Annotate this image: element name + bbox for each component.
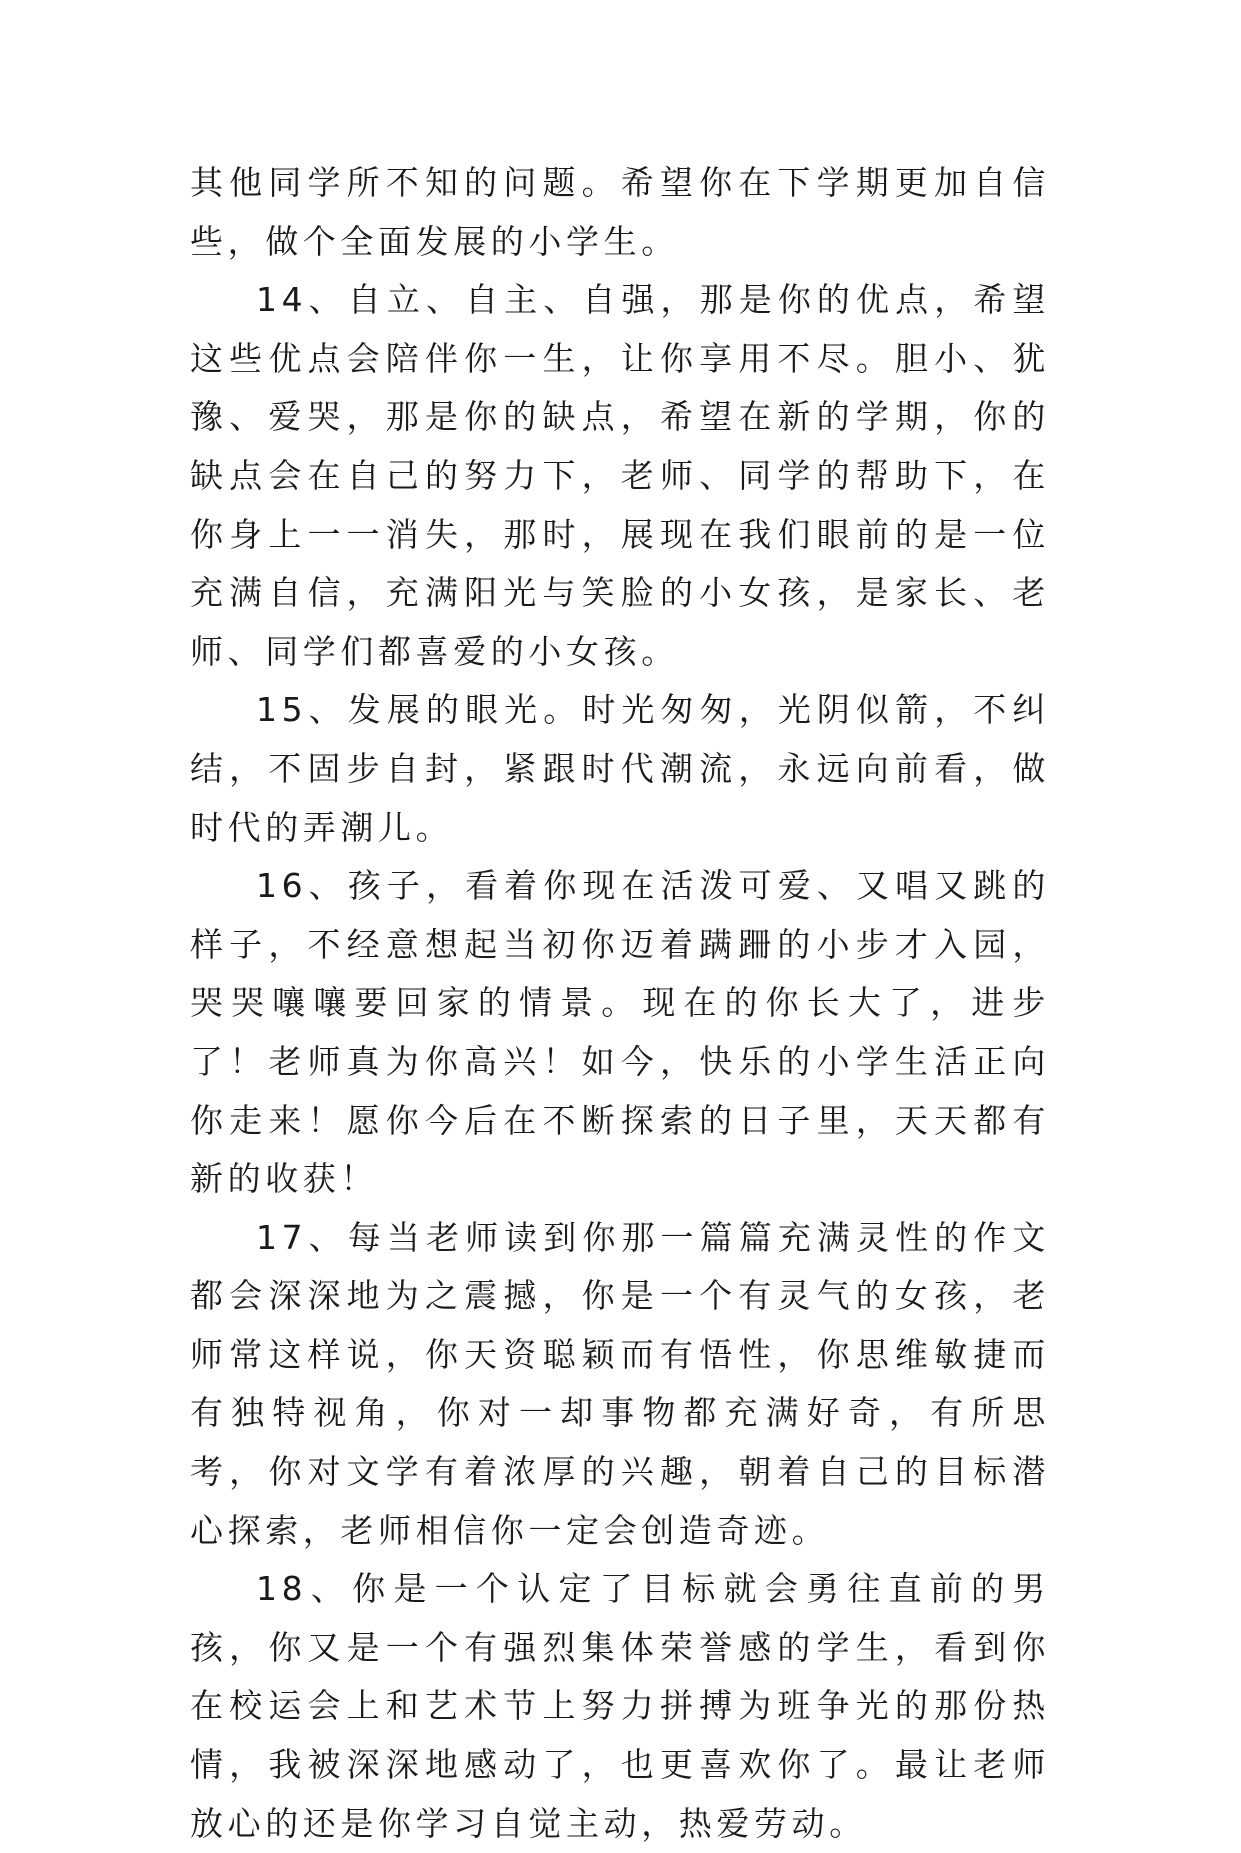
paragraph-16: 16、孩子，看着你现在活泼可爱、又唱又跳的样子，不经意想起当初你迈着蹒跚的小步才入园，哭哭嚷嚷要回家的情景。现在的你长大了，进步了！老师真为你高兴！如今，快乐的小学生活正向你走来！愿你今后在不断探索的日子里，天天都有新的收获！ (190, 866, 1050, 1199)
paragraph-15: 15、发展的眼光。时光匆匆，光阴似箭，不纠结，不固步自封，紧跟时代潮流，永远向前看，做时代的弄潮儿。 (190, 690, 1050, 847)
paragraph-14: 14、自立、自主、自强，那是你的优点，希望这些优点会陪伴你一生，让你享用不尽。胆小、犹豫、爱哭，那是你的缺点，希望在新的学期，你的缺点会在自己的努力下，老师、同学的帮助下，在你身上一一消失，那时，展现在我们眼前的是一位充满自信，充满阳光与笑脸的小女孩，是家长、老师、同学们都喜爱的小女孩。 (190, 280, 1050, 671)
document-body (190, 154, 1050, 1853)
paragraph-continuation: 其他同学所不知的问题。希望你在下学期更加自信些，做个全面发展的小学生。 (190, 163, 1050, 261)
paragraph-17: 17、每当老师读到你那一篇篇充满灵性的作文都会深深地为之震撼，你是一个有灵气的女孩，老师常这样说，你天资聪颖而有悟性，你思维敏捷而有独特视角，你对一却事物都充满好奇，有所思考，你对文学有着浓厚的兴趣，朝着自己的目标潜心探索，老师相信你一定会创造奇迹。 (190, 1217, 1050, 1550)
paragraph-18: 18、你是一个认定了目标就会勇往直前的男孩，你又是一个有强烈集体荣誉感的学生，看到你在校运会上和艺术节上努力拼搏为班争光的那份热情，我被深深地感动了，也更喜欢你了。最让老师放心的还是你学习自觉主动，热爱劳动。 (190, 1569, 1050, 1843)
